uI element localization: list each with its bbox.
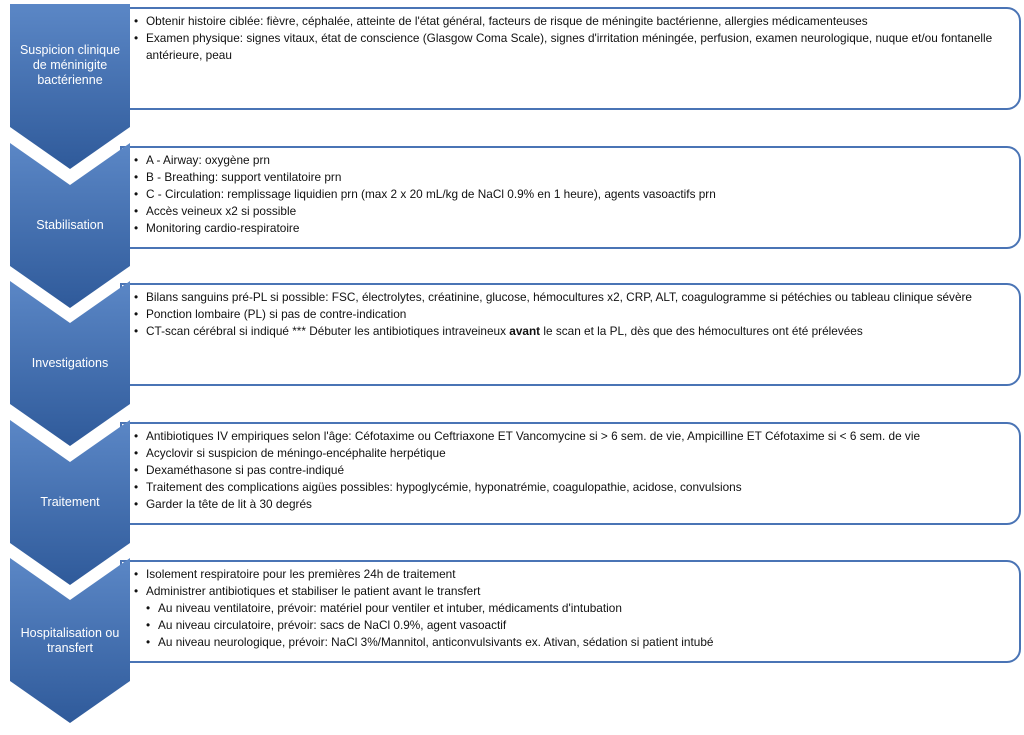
bullet-item: • C - Circulation: remplissage liquidien prn (max 2 x 20 mL/kg de NaCl 0.9% en 1 heure), agents vasoactifs prn xyxy=(134,186,1009,203)
bullet-item: • Antibiotiques IV empiriques selon l'âge: Céfotaxime ou Ceftriaxone ET Vancomycine si > 6 sem. de vie, Ampicilline ET Céfotaxime si < 6 sem. de vie xyxy=(134,428,1009,445)
bullet-text: le scan et la PL, dès que des hémocultures ont été prélevées xyxy=(540,324,863,338)
bullet-item: • Monitoring cardio-respiratoire xyxy=(134,220,1009,237)
bullet-item: • B - Breathing: support ventilatoire prn xyxy=(134,169,1009,186)
stage-label: Hospitalisation ou transfert xyxy=(20,625,120,655)
bullet-item: • A - Airway: oxygène prn xyxy=(134,152,1009,169)
bullet-item: • Administrer antibiotiques et stabiliser le patient avant le transfert xyxy=(134,583,1009,600)
bullet-item: • Bilans sanguins pré-PL si possible: FSC, électrolytes, créatinine, glucose, hémocultures x2, CRP, ALT, coagulogramme si pétéchies ou tableau clinique sévère xyxy=(134,289,1009,306)
bullet-text: CT-scan cérébral si indiqué *** Débuter les antibiotiques intraveineux xyxy=(146,324,510,338)
bullet-list xyxy=(134,566,1009,651)
stage-panel xyxy=(120,422,1021,525)
sub-bullet-item: • Au niveau neurologique, prévoir: NaCl 3%/Mannitol, anticonvulsivants ex. Ativan, sédation si patient intubé xyxy=(134,634,1009,651)
bullet-item: • Isolement respiratoire pour les premières 24h de traitement xyxy=(134,566,1009,583)
stage-label: Investigations xyxy=(31,356,109,370)
sub-bullet-item: • Au niveau ventilatoire, prévoir: matériel pour ventiler et intuber, médicaments d'intubation xyxy=(134,600,1009,617)
sub-bullet-item: • Au niveau circulatoire, prévoir: sacs de NaCl 0.9%, agent vasoactif xyxy=(134,617,1009,634)
bullet-item: • Dexaméthasone si pas contre-indiqué xyxy=(134,462,1009,479)
bullet-list xyxy=(134,13,1009,64)
bullet-list xyxy=(134,152,1009,237)
bullet-item: • Accès veineux x2 si possible xyxy=(134,203,1009,220)
bullet-item: • Ponction lombaire (PL) si pas de contre-indication xyxy=(134,306,1009,323)
bullet-emphasis: avant xyxy=(509,324,541,338)
stage-panel xyxy=(120,560,1021,663)
bullet-item xyxy=(134,323,1009,340)
stage-panel xyxy=(120,7,1021,110)
bullet-item: • Obtenir histoire ciblée: fièvre, céphalée, atteinte de l'état général, facteurs de risque de méningite bactérienne, allergies médicamenteuses xyxy=(134,13,1009,30)
bullet-item: • Traitement des complications aigües possibles: hypoglycémie, hyponatrémie, coagulopathie, acidose, convulsions xyxy=(134,479,1009,496)
stage-label: Traitement xyxy=(40,495,100,509)
bullet-list xyxy=(134,289,1009,340)
bullet-item: • Acyclovir si suspicion de méningo-encéphalite herpétique xyxy=(134,445,1009,462)
bullet-list xyxy=(134,428,1009,513)
bullet-item: • Garder la tête de lit à 30 degrés xyxy=(134,496,1009,513)
stage-panel xyxy=(120,283,1021,386)
bullet-item: • Examen physique: signes vitaux, état de conscience (Glasgow Coma Scale), signes d'irritation méningée, perfusion, examen neurologique, nuque et/ou fontanelle antérieure, peau xyxy=(134,30,1009,64)
stage-label: Stabilisation xyxy=(36,218,104,232)
stage-label: Suspicion clinique de méninigite bactérienne xyxy=(19,43,121,87)
stage-panel xyxy=(120,146,1021,249)
